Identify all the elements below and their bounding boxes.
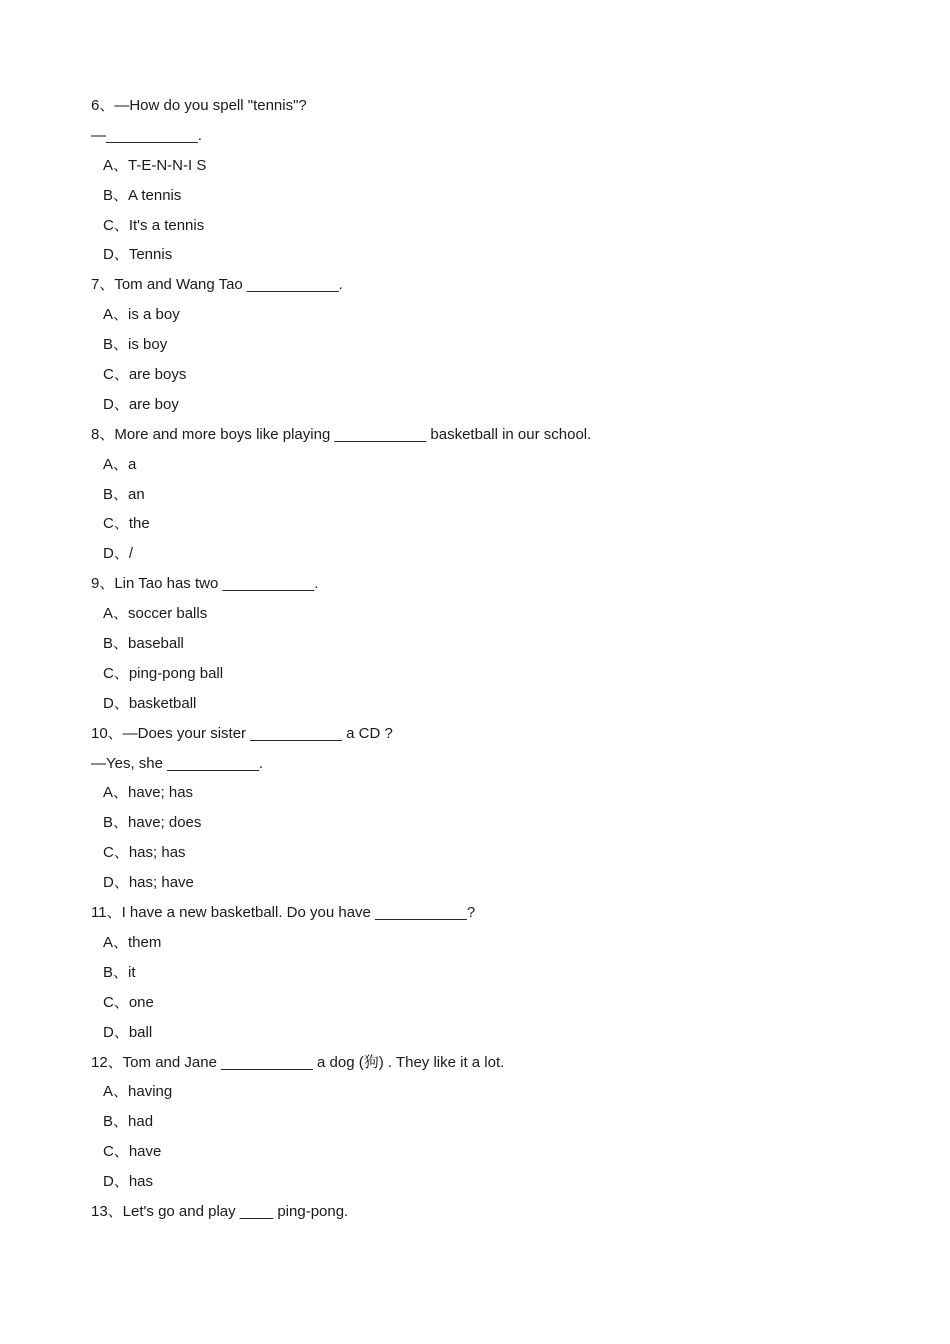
question-9-option-a: A、soccer balls [103,605,208,623]
question-12-option-c: C、have [103,1143,162,1161]
question-10-option-d: D、has; have [103,874,194,892]
question-8-option-a: A、a [103,455,137,473]
question-10-reply: —Yes, she ___________. [91,754,264,772]
question-11-option-a: A、them [103,933,162,951]
question-10-option-a: A、have; has [103,784,194,802]
question-8-option-d: D、/ [103,545,134,563]
question-7-option-c: C、are boys [103,366,187,384]
question-6-answer-line: —___________. [91,126,202,144]
question-10-option-b: B、have; does [103,814,202,832]
question-9-stem: 9、Lin Tao has two ___________. [91,575,319,593]
question-10-option-c: C、has; has [103,844,186,862]
question-13-stem: 13、Let's go and play ____ ping-pong. [91,1202,349,1220]
question-6-option-a: A、T-E-N-N-I S [103,156,207,174]
question-8-option-c: C、the [103,515,150,533]
question-6-option-b: B、A tennis [103,186,182,204]
question-12-stem: 12、Tom and Jane ___________ a dog (狗) . They like it a lot. [91,1053,505,1071]
question-7-option-d: D、are boy [103,395,179,413]
question-12-option-b: B、had [103,1113,154,1131]
question-6-option-c: C、It's a tennis [103,216,205,234]
question-11-option-d: D、ball [103,1023,153,1041]
question-11-stem: 11、I have a new basketball. Do you have ___________? [91,904,476,922]
question-11-option-b: B、it [103,963,136,981]
question-7-option-b: B、is boy [103,336,168,354]
question-9-option-c: C、ping-pong ball [103,664,224,682]
question-9-option-b: B、baseball [103,635,184,653]
question-7-stem: 7、Tom and Wang Tao ___________. [91,276,343,294]
question-12-option-a: A、having [103,1083,173,1101]
question-12-option-d: D、has [103,1173,154,1191]
question-10-stem: 10、—Does your sister ___________ a CD ? [91,724,393,742]
question-6-option-d: D、Tennis [103,246,173,264]
question-8-option-b: B、an [103,485,145,503]
question-list [91,94,871,1230]
question-6-stem: 6、—How do you spell "tennis"? [91,97,307,114]
question-11-option-c: C、one [103,993,154,1011]
question-7-option-a: A、is a boy [103,306,180,324]
question-9-option-d: D、basketball [103,694,197,712]
question-8-stem: 8、More and more boys like playing ___________ basketball in our school. [91,425,592,443]
